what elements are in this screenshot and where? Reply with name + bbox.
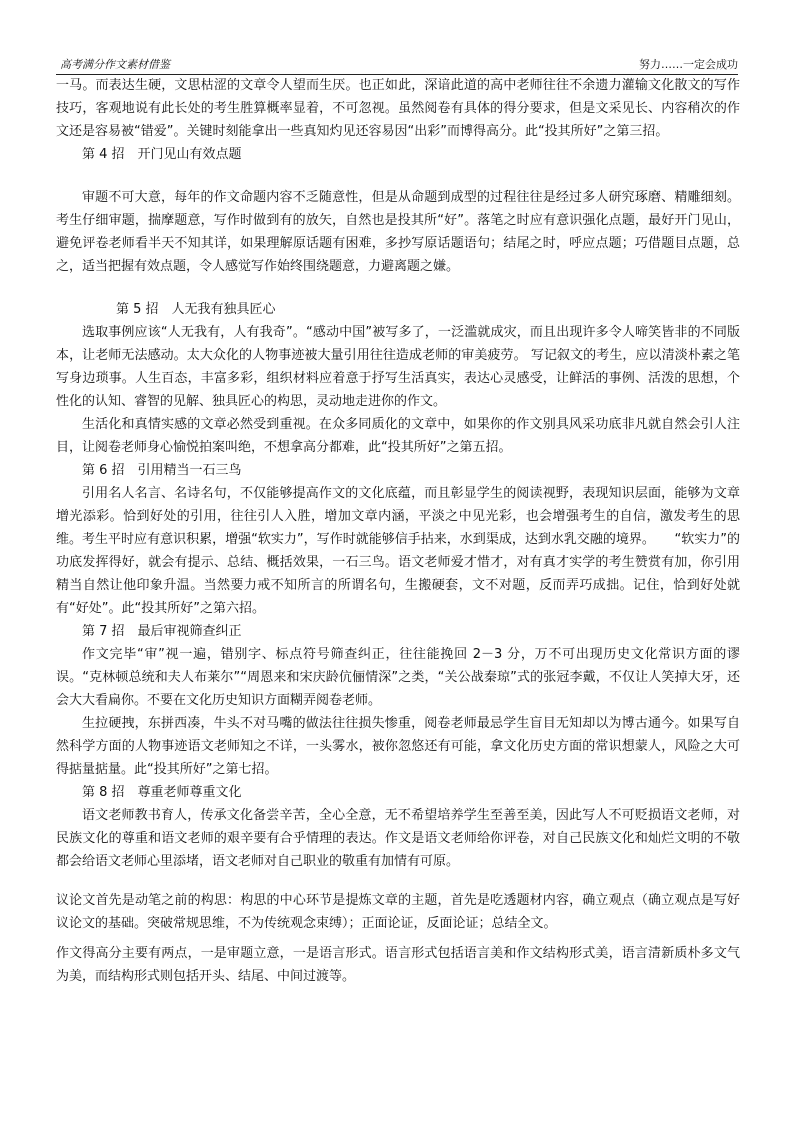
heading-trick-8: 第 8 招 尊重老师尊重文化 [82, 785, 242, 800]
heading-trick-5: 第 5 招 人无我有独具匠心 [116, 302, 276, 317]
paragraph-trick-4: 审题不可大意，每年的作文命题内容不乏随意性，但是从命题到成型的过程往往是经过多人研究琢磨、精雕细刻。考生仔细审题，揣摩题意，写作时做到有的放矢，自然也是投其所“好”。落笔之时应有意识强化点题，最好开门见山，避免评卷老师看半天不知其详，如果理解原话题有困难，多抄写原话题语句；结尾之时，呼应点题；巧借题目点题，总之，适当把握有效点题，令人感觉写作始终围绕题意，力避离题之嫌。 [56, 190, 740, 274]
document-body [56, 74, 740, 988]
heading-trick-7: 第 7 招 最后审视筛查纠正 [82, 624, 242, 639]
paragraph-trick-6: 引用名人名言、名诗名句，不仅能够提高作文的文化底蕴，而且彰显学生的阅读视野，表现知识层面，能够为文章增光添彩。恰到好处的引用，往往引人入胜，增加文章内涵，平淡之中见光彩，也会增强考生的自信，激发考生的思维。考生平时应有意识积累，增强“软实力”，写作时就能够信手拈来，水到渠成，达到水乳交融的境界。 “软实力”的功底发挥得好，就会有提示、总结、概括效果，一石三鸟。语文老师爱才惜才，对有真才实学的考生赞赏有加，你引用精当自然让他印象升温。当然要力戒不知所言的所谓名句，生搬硬套，文不对题，反而弄巧成拙。记住，恰到好处就有“好处”。此“投其所好”之第六招。 [56, 486, 740, 616]
heading-trick-4: 第 4 招 开门见山有效点题 [82, 147, 242, 162]
header-motto: 努力……一定会成功 [639, 58, 738, 71]
paragraph-trick-5a: 选取事例应该“人无我有，人有我奇”。“感动中国”被写多了，一泛滥就成灾，而且出现许多令人啼笑皆非的不同版本，让老师无法感动。太大众化的人物事迹被大量引用往往造成老师的审美疲劳。 写记叙文的考生，应以清淡朴素之笔写身边琐事。人生百态，丰富多彩，组织材料应着意于抒写生活真实，表达心灵感受，让鲜活的事例、活泼的思想，个性化的认知、睿智的见解、独具匠心的构思，灵动地走进你的作文。 [56, 325, 740, 409]
page-header [56, 56, 738, 75]
header-title: 高考满分作文素材借鉴 [60, 58, 170, 71]
heading-trick-6: 第 6 招 引用精当一石三鸟 [82, 463, 242, 478]
paragraph-trick-3: 一马。而表达生硬，文思枯涩的文章令人望而生厌。也正如此，深谙此道的高中老师往往不余遗力灌输文化散文的写作技巧，客观地说有此长处的考生胜算概率显着，不可忽视。虽然阅卷有具体的得分要求，但是文采见长、内容稍次的作文还是容易被“错爱”。关键时刻能拿出一些真知灼见还容易因“出彩”而博得高分。此“投其所好”之第三招。 [56, 78, 740, 139]
paragraph-trick-7b: 生拉硬拽，东拼西凑，牛头不对马嘴的做法往往损失惨重，阅卷老师最忌学生盲目无知却以为博古通今。如果写自然科学方面的人物事迹语文老师知之不详，一头雾水，被你忽悠还有可能，拿文化历史方面的常识想蒙人，风险之大可得掂量掂量。此“投其所好”之第七招。 [56, 716, 740, 777]
paragraph-trick-8: 语文老师教书育人，传承文化备尝辛苦，全心全意，无不希望培养学生至善至美，因此写人不可贬损语文老师，对民族文化的尊重和语文老师的艰辛要有合乎情理的表达。作文是语文老师给你评卷，对自己民族文化和灿烂文明的不敬都会给语文老师心里添堵，语文老师对自己职业的敬重有加情有可原。 [56, 808, 740, 869]
paragraph-trick-5b: 生活化和真情实感的文章必然受到重视。在众多同质化的文章中，如果你的作文别具风采功底非凡就自然会引人注目，让阅卷老师身心愉悦拍案叫绝，不想拿高分都难，此“投其所好”之第五招。 [56, 417, 740, 455]
summary-high-score: 作文得高分主要有两点，一是审题立意，一是语言形式。语言形式包括语言美和作文结构形式美，语言清新质朴多文气为美，而结构形式则包括开头、结尾、中间过渡等。 [56, 946, 740, 984]
paragraph-trick-7a: 作文完毕“审”视一遍，错别字、标点符号筛查纠正，往往能挽回 2－3 分，万不可出现历史文化常识方面的谬误。“克林顿总统和夫人布莱尔”“周恩来和宋庆龄伉俪情深”之类，“关公战秦琼”式的张冠李戴，不仅让人笑掉大牙，还会大大看扁你。不要在文化历史知识方面糊弄阅卷老师。 [56, 647, 740, 708]
summary-argumentative: 议论文首先是动笔之前的构思：构思的中心环节是提炼文章的主题，首先是吃透题材内容，确立观点（确立观点是写好议论文的基础。突破常规思维，不为传统观念束缚）；正面论证，反面论证；总结全文。 [56, 893, 740, 931]
